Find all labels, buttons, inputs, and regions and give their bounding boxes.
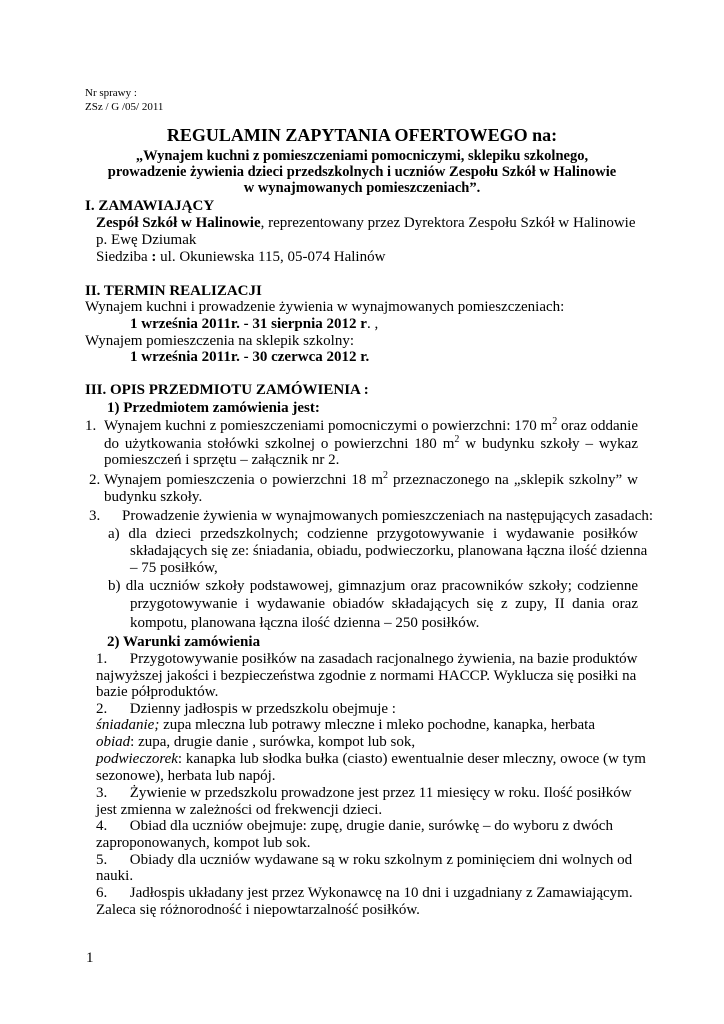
condition-5-line-1: 5. Obiady dla uczniów wydawane są w roku szkolnym z pominięciem dni wolnych od [96, 852, 633, 868]
section-2-heading: II. TERMIN REALIZACJI [85, 283, 262, 299]
item-3a-line-1: a) dla dzieci przedszkolnych; codzienne przygotowywanie i wydawanie posiłków [108, 526, 638, 542]
item-1-line-2: do użytkowania stołówki szkolnej o powierzchni 180 $m^2$ w budynku szkoły – wykaz [104, 434, 638, 452]
item-3-line-1: Prowadzenie żywienia w wynajmowanych pomieszczeniach na następujących zasadach: [122, 508, 654, 524]
item-3a-line-2: składających się ze: śniadania, obiadu, podwieczorku, planowana łączna ilość dzienna [130, 543, 648, 559]
condition-4-line-2: zaproponowanych, kompot lub sok. [96, 835, 311, 851]
item-3-number: 3. [89, 508, 101, 524]
condition-2-line-1: 2. Dzienny jadłospis w przedszkolu obejmuje : [96, 701, 396, 717]
item-3b-line-3: kompotu, planowana łączna ilość dzienna – 250 posiłków. [130, 615, 480, 631]
section-3-heading: III. OPIS PRZEDMIOTU ZAMÓWIENIA : [85, 382, 369, 398]
document-title: REGULAMIN ZAPYTANIA OFERTOWEGO na: [166, 125, 558, 145]
orderer-name: Zespół Szkół w Halinowie, reprezentowany przez Dyrektora Zespołu Szkół w Halinowie [96, 215, 636, 231]
condition-2-breakfast: śniadanie; zupa mleczna lub potrawy mleczne i mleko pochodne, kanapka, herbata [96, 717, 595, 733]
item-3b-line-2: przygotowywanie i wydawanie obiadów składających się z zupy, II dania oraz [130, 596, 638, 612]
condition-3-line-1: 3. Żywienie w przedszkolu prowadzone jest przez 11 miesięcy w roku. Ilość posiłków [96, 785, 632, 801]
item-3a-line-3: – 75 posiłków, [130, 560, 218, 576]
subtitle-line-3: w wynajmowanych pomieszczeniach”. [243, 180, 481, 196]
item-2-number: 2. [89, 472, 101, 488]
term-kitchen-dates: 1 września 2011r. - 31 sierpnia 2012 r. , [130, 316, 379, 332]
subject-subheading: 1) Przedmiotem zamówienia jest: [107, 400, 320, 416]
condition-6-line-1: 6. Jadłospis układany jest przez Wykonawcę na 10 dni i uzgadniany z Zamawiającym. [96, 885, 633, 901]
page-number: 1 [86, 950, 94, 966]
condition-2-snack-line-2: sezonowe), herbata lub napój. [96, 768, 276, 784]
subtitle-line-2: prowadzenie żywienia dzieci przedszkolnych i uczniów Zespołu Szkół w Halinowie [107, 164, 617, 180]
orderer-seat: Siedziba : ul. Okuniewska 115, 05-074 Halinów [96, 249, 386, 265]
condition-1-line-1: 1. Przygotowywanie posiłków na zasadach racjonalnego żywienia, na bazie produktów [96, 651, 638, 667]
condition-2-lunch: obiad: zupa, drugie danie , surówka, kompot lub sok, [96, 734, 416, 750]
term-kitchen-label: Wynajem kuchni i prowadzenie żywienia w wynajmowanych pomieszczeniach: [85, 299, 565, 315]
condition-2-snack: podwieczorek: kanapka lub słodka bułka (ciasto) ewentualnie deser mleczny, owoce (w tym [96, 751, 646, 767]
item-1-line-1: Wynajem kuchni z pomieszczeniami pomocniczymi o powierzchni: 170 $m^2$ oraz oddanie [104, 416, 638, 434]
item-1-number: 1. [85, 418, 97, 434]
item-2-line-1: Wynajem pomieszczenia o powierzchni 18 $m^2$ przeznaczonego na „sklepik szkolny” w [104, 470, 638, 488]
conditions-subheading: 2) Warunki zamówienia [107, 634, 261, 650]
condition-3-line-2: jest zmienna w zależności od frekwencji dzieci. [96, 802, 383, 818]
condition-5-line-2: nauki. [96, 868, 134, 884]
case-number: ZSz / G /05/ 2011 [85, 101, 164, 113]
term-shop-dates: 1 września 2011r. - 30 czerwca 2012 r. [130, 349, 370, 365]
condition-4-line-1: 4. Obiad dla uczniów obejmuje: zupę, drugie danie, surówkę – do wyboru z dwóch [96, 818, 613, 834]
orderer-person: p. Ewę Dziumak [96, 232, 197, 248]
condition-1-line-3: bazie półproduktów. [96, 684, 219, 700]
item-1-line-3: pomieszczeń i sprzętu – załącznik nr 2. [104, 452, 340, 468]
term-shop-label: Wynajem pomieszczenia na sklepik szkolny: [85, 333, 355, 349]
case-label: Nr sprawy : [85, 87, 137, 99]
condition-6-line-2: Zaleca się różnorodność i niepowtarzalność posiłków. [96, 902, 420, 918]
item-3b-line-1: b) dla uczniów szkoły podstawowej, gimnazjum oraz pracowników szkoły; codzienne [108, 578, 638, 594]
item-2-line-2: budynku szkoły. [104, 489, 203, 505]
section-1-heading: I. ZAMAWIAJĄCY [85, 198, 215, 214]
condition-1-line-2: najwyższej jakości i bezpieczeństwa zgodnie z normami HACCP. Wyklucza się posiłki na [96, 668, 637, 684]
subtitle-line-1: „Wynajem kuchni z pomieszczeniami pomocniczymi, sklepiku szkolnego, [135, 148, 589, 164]
